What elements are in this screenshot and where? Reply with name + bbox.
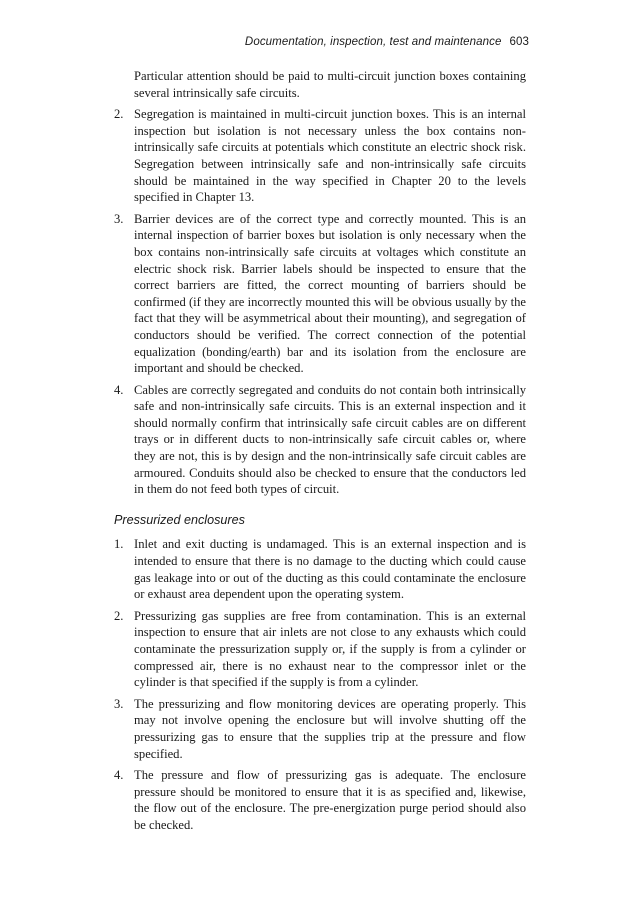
item-number: 2. — [114, 608, 124, 623]
page-number: 603 — [509, 36, 529, 48]
list-item — [114, 696, 526, 762]
section-heading: Pressurized enclosures — [114, 512, 245, 527]
list-item — [114, 106, 526, 206]
running-header — [245, 36, 529, 48]
intrinsic-safety-checklist — [114, 106, 526, 498]
item-number: 4. — [114, 382, 124, 397]
item-text: The pressurizing and flow monitoring devices are operating properly. This may not involve opening the enclosure but will involve shutting off the pressurizing gas to ensure that the supplies trip at the pressure and flow specified. — [134, 696, 526, 761]
item-text: Cables are correctly segregated and conduits do not contain both intrinsically safe and non-intrinsically safe circuits. This is an external inspection and it should normally confirm that intrinsically safe circuit cables are on different trays or in different ducts to non-intrinsically safe circuit cables or, where they are not, this is by design and the non-intrinsically safe circuit cables are armoured. Conduits should also be checked to ensure that the conductors led in them do not feed both types of circuit. — [134, 382, 526, 497]
list-item — [114, 767, 526, 833]
item-number: 4. — [114, 768, 124, 783]
list-item — [114, 608, 526, 691]
list-item — [114, 211, 526, 377]
running-title: Documentation, inspection, test and maintenance — [244, 36, 502, 48]
item-number: 2. — [114, 107, 124, 122]
intro-paragraph: Particular attention should be paid to multi-circuit junction boxes containing several intrinsically safe circuits. — [134, 69, 526, 100]
body-text — [114, 68, 526, 839]
item-number: 1. — [114, 537, 124, 552]
item-number: 3. — [114, 696, 124, 711]
list-item — [114, 382, 526, 498]
list-item — [114, 536, 526, 602]
pressurized-enclosures-checklist — [114, 536, 526, 833]
item-text: Pressurizing gas supplies are free from contamination. This is an external inspection to ensure that air inlets are not close to any exhausts which could contaminate the pressurization supply or, if the supply is from a cylinder or compressed air, there is no exhaust near to the compressor inlet or the cylinder is that specified if the supply is from a cylinder. — [134, 608, 526, 690]
item-number: 3. — [114, 211, 124, 226]
item-text: Barrier devices are of the correct type and correctly mounted. This is an internal inspection of barrier boxes but isolation is only necessary when the box contains non-intrinsically safe circuits at voltages which constitute an electric shock risk. Barrier labels should be inspected to ensure that the correct barriers are fitted, the correct mounting of barriers should be confirmed (if they are incorrectly mounted this will be obvious usually by the fact that they will be asymmetrical about their mounting), and segregation of conductors should be verified. The correct connection of the potential equalization (bonding/earth) bar and its isolation from the enclosure are important and should be checked. — [134, 211, 526, 376]
item-text: Segregation is maintained in multi-circuit junction boxes. This is an internal inspection but isolation is not necessary unless the box contains non-intrinsically safe circuits at potentials which constitute an electric shock risk. Segregation between intrinsically safe and non-intrinsically safe circuits should be maintained in the way specified in Chapter 20 to the levels specified in Chapter 13. — [134, 107, 526, 205]
item-text: Inlet and exit ducting is undamaged. This is an external inspection and is intended to ensure that there is no damage to the ducting which could cause gas leakage into or out of the ducting as this could contaminate the enclosure or exhaust area dependent upon the operating system. — [134, 537, 526, 602]
item-text: The pressure and flow of pressurizing gas is adequate. The enclosure pressure should be monitored to ensure that it is as specified and, likewise, the flow out of the enclosure. The pre-energization purge period should also be checked. — [134, 768, 526, 832]
